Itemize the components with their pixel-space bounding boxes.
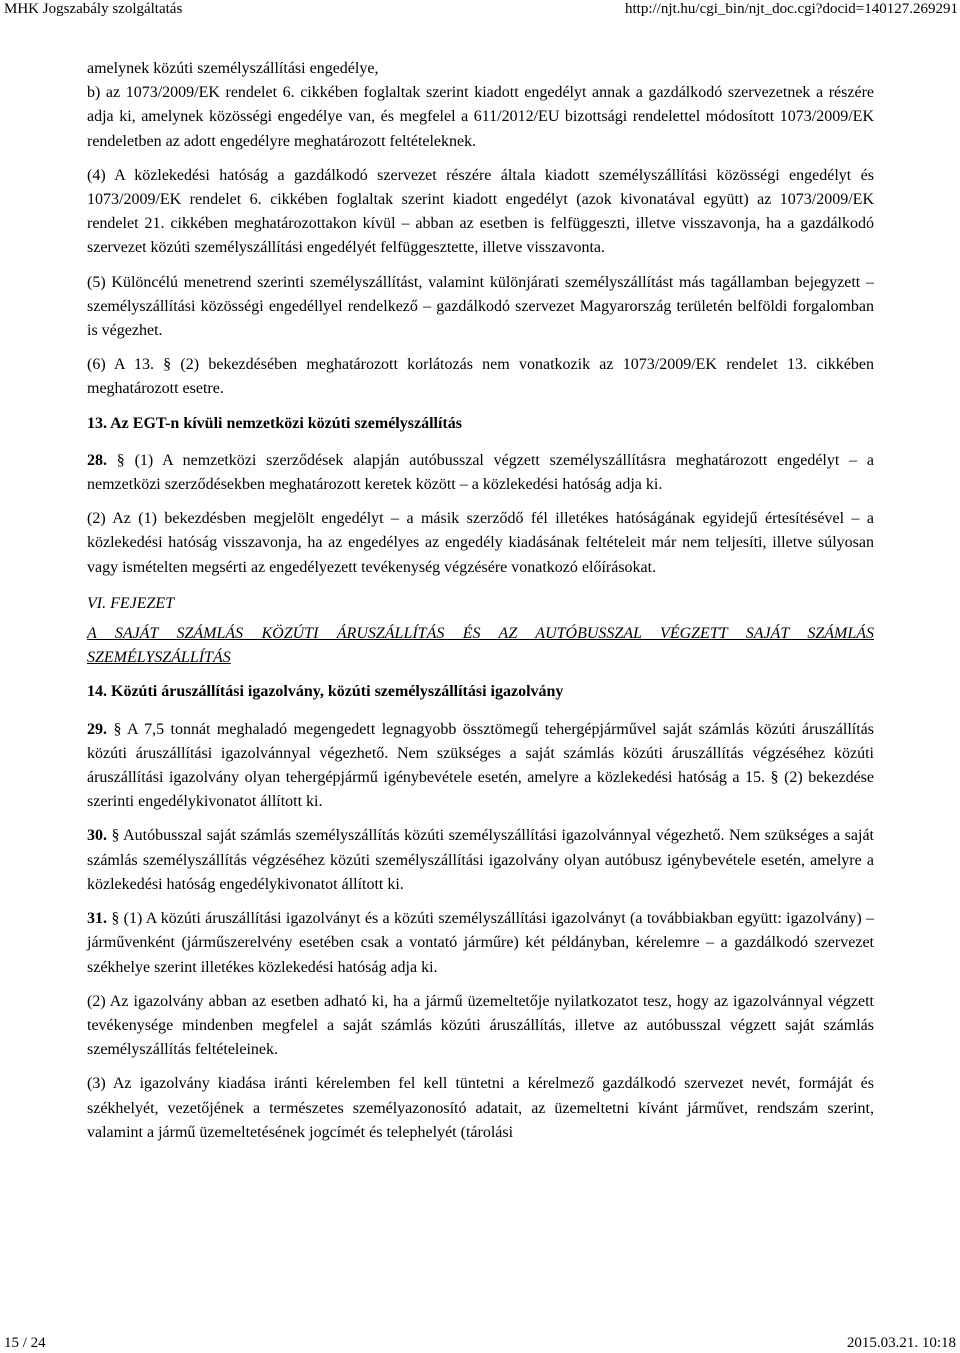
section-text: § A 7,5 tonnát meghaladó megengedett legnagyobb össztömegű tehergépjárművel saját számlás közúti áruszállítás közúti áruszállítási igazolvánnyal végezhető. Nem szükséges a saját számlás közúti áruszállítás végzéséhez közúti áruszállítási igazolvány olyan tehergépjármű igénybevétele esetén, amelyre a közlekedési hatóság a 15. § (2) bekezdése szerinti engedélykivonatot állított ki. — [87, 720, 875, 811]
paragraph: b) az 1073/2009/EK rendelet 6. cikkében foglaltak szerint kiadott engedélyt annak a gazdálkodó szervezetnek a részére adja ki, amelynek közösségi engedélye van, és megfelel a 611/2012/EU bizottsági rendelettel módosított 1073/2009/EK rendeletben az adott engedélyre meghatározott feltételeknek. — [87, 84, 874, 150]
paragraph: (6) A 13. § (2) bekezdésében meghatározott korlátozás nem vonatkozik az 1073/2009/EK rendelet 13. cikkében meghatározott esetre. — [87, 356, 874, 398]
section-title: 14. Közúti áruszállítási igazolvány, közúti személyszállítási igazolvány — [87, 683, 564, 701]
section-paragraph — [87, 718, 874, 815]
section-title: 13. Az EGT-n kívüli nemzetközi közúti személyszállítás — [87, 414, 462, 432]
paragraph: amelynek közúti személyszállítási engedélye, — [87, 60, 379, 77]
page-header — [0, 0, 960, 20]
section-paragraph — [87, 824, 874, 897]
section-number: 31. — [87, 910, 107, 928]
section-text: § (1) A közúti áruszállítási igazolványt és a közúti személyszállítási igazolványt (a továbbiakban együtt: igazolvány) – járművenként (járműszerelvény esetében csak a vontató járműre) két példányban, kérelemre – a gazdálkodó szervezet székhelye szerint illetékes közlekedési hatóság adja ki. — [87, 910, 875, 976]
section-number: 30. — [87, 827, 107, 845]
page-footer — [0, 1334, 960, 1353]
paragraph: (3) Az igazolvány kiadása iránti kérelemben fel kell tüntetni a kérelmező gazdálkodó szervezet nevét, formáját és székhelyét, vezetőjének a természetes személyazonosító adatait, az üzemeltetni kívánt járművet, rendszám szerint, valamint a jármű üzemeltetésének jogcímét és telephelyét (tárolási — [87, 1075, 874, 1141]
paragraph: (2) Az (1) bekezdésben megjelölt engedélyt – a másik szerződő fél illetékes hatóságának egyidejű értesítésével – a közlekedési hatóság visszavonja, ha az engedélyes az engedély kiadásának feltételeit már nem teljesíti, illetve súlyosan vagy ismételten megsérti az engedélyezett tevékenység végzésére vonatkozó előírásokat. — [87, 510, 874, 576]
section-number: 29. — [87, 720, 107, 738]
paragraph: (4) A közlekedési hatóság a gazdálkodó szervezet részére általa kiadott személyszállítási közösségi engedélyt és 1073/2009/EK rendelet 6. cikkében foglaltak szerint kiadott engedélyt (azok kivonatával együtt) az 1073/2009/EK rendelet 21. cikkében meghatározottakon kívül – abban az esetben is felfüggeszti, illetve visszavonja, ha a gazdálkodó szervezet közúti személyszállítási engedélyét felfüggesztette, illetve visszavonta. — [87, 166, 874, 257]
header-source: MHK Jogszabály szolgáltatás — [4, 1, 183, 17]
section-paragraph — [87, 907, 874, 980]
section-number: 28. — [87, 451, 107, 469]
document-body — [87, 57, 874, 1145]
paragraph: (2) Az igazolvány abban az esetben adható ki, ha a jármű üzemeltetője nyilatkozatot tesz, hogy az igazolvánnyal végzett tevékenysége mindenben megfelel a saját számlás közúti áruszállítás, illetve az autóbusszal végzett saját számlás személyszállítás feltételeinek. — [87, 992, 874, 1059]
section-text: § Autóbusszal saját számlás személyszállítás közúti személyszállítási igazolvánnyal végezhető. Nem szükséges a saját számlás személyszállítás végzéséhez közúti személyszállítási igazolvány olyan autóbusz igénybevétele esetén, amelyre a közlekedési hatóság engedélykivonatot állított ki. — [87, 827, 875, 893]
chapter-label: VI. FEJEZET — [87, 594, 175, 612]
chapter-title: A SAJÁT SZÁMLÁS KÖZÚTI ÁRUSZÁLLÍTÁS ÉS AZ AUTÓBUSSZAL VÉGZETT SAJÁT SZÁMLÁS SZEMÉLYSZÁLLÍTÁS — [87, 625, 874, 667]
print-timestamp: 2015.03.21. 10:18 — [846, 1335, 956, 1351]
section-text: § (1) A nemzetközi szerződések alapján autóbusszal végzett személyszállításra meghatározott engedélyt – a nemzetközi szerződésekben meghatározott keretek között – a közlekedési hatóság adja ki. — [87, 451, 875, 494]
paragraph: (5) Különcélú menetrend szerinti személyszállítást, valamint különjárati személyszállítást más tagállamban bejegyzett – személyszállítási közösségi engedéllyel rendelkező – gazdálkodó szervezet Magyarország területén belföldi forgalomban is végezhet. — [87, 273, 874, 340]
section-paragraph — [87, 449, 874, 497]
page-number: 15 / 24 — [4, 1335, 46, 1351]
header-url[interactable]: http://njt.hu/cgi_bin/njt_doc.cgi?docid=140127.269291 — [624, 1, 958, 17]
